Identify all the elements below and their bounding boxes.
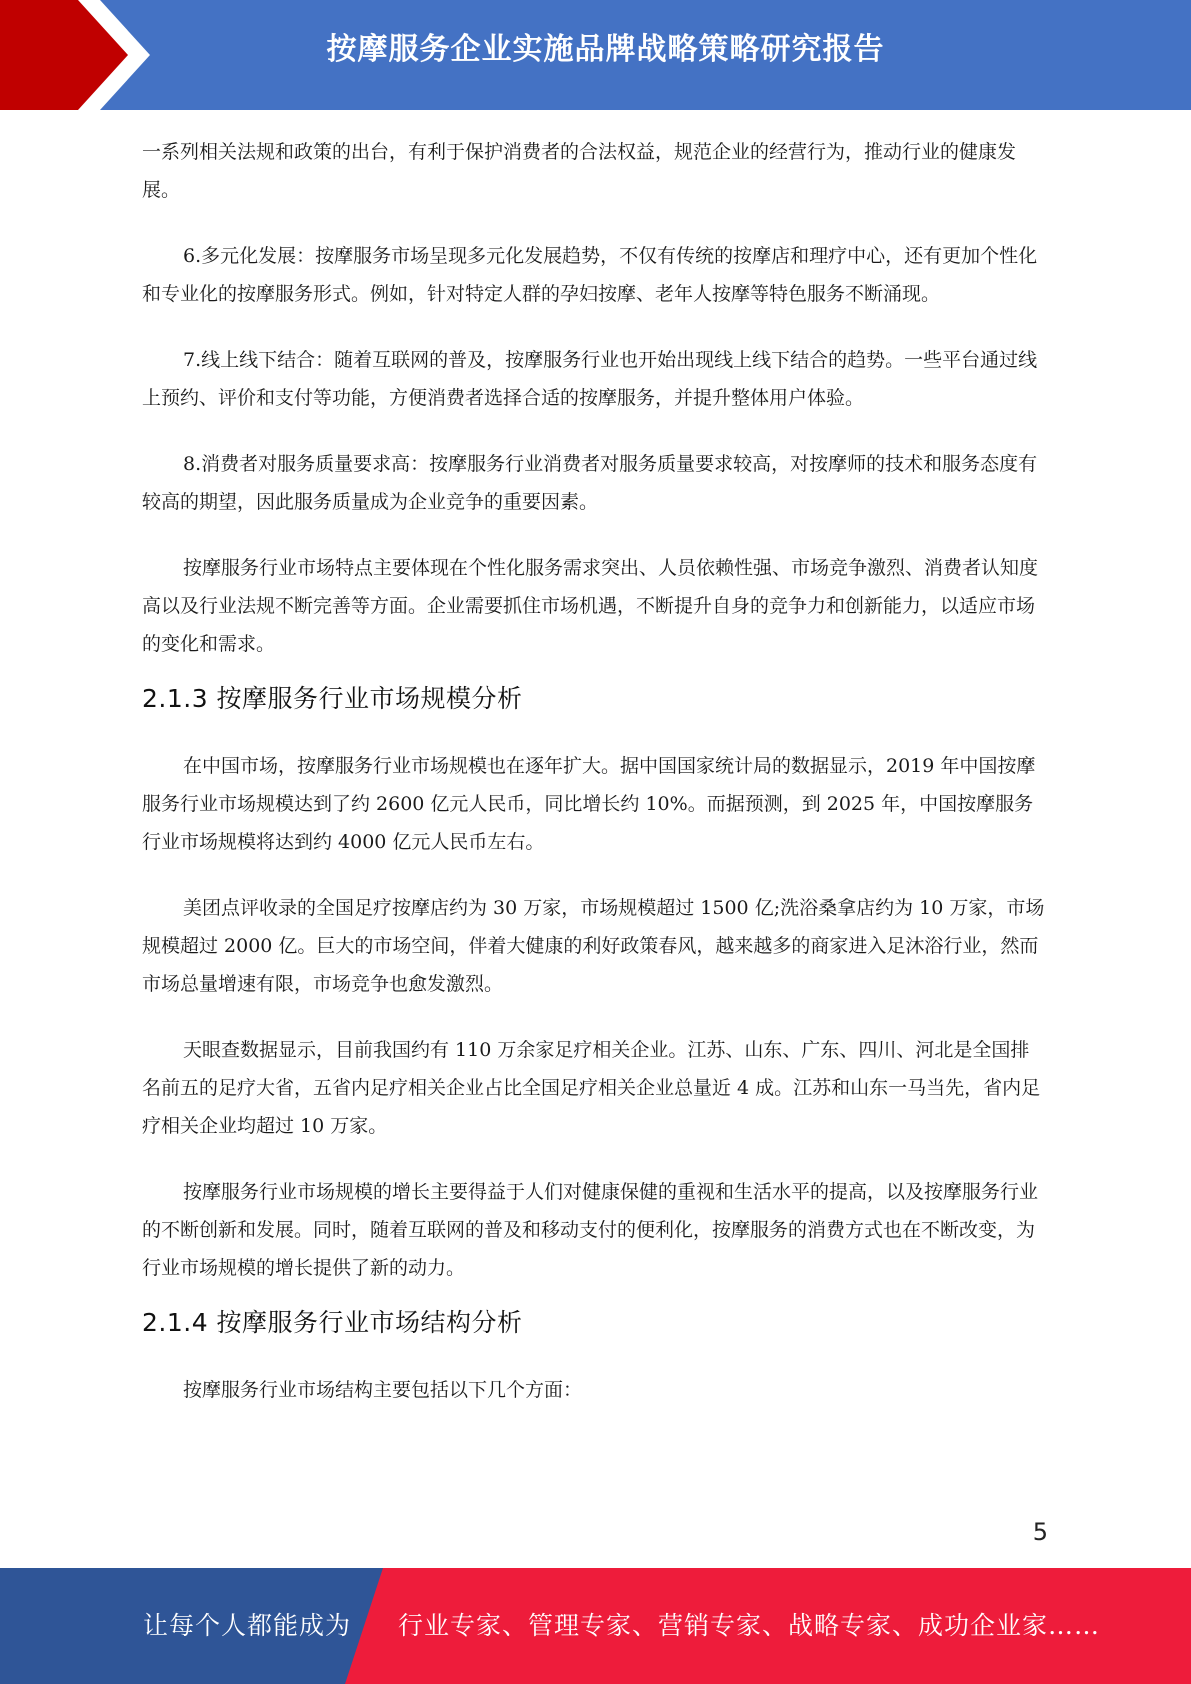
page-footer	[0, 1568, 1191, 1684]
paragraph: 7.线上线下结合：随着互联网的普及，按摩服务行业也开始出现线上线下结合的趋势。一些平台通过线上预约、评价和支付等功能，方便消费者选择合适的按摩服务，并提升整体用户体验。	[142, 349, 1038, 409]
page-number: 5	[1032, 1518, 1048, 1546]
paragraph: 按摩服务行业市场规模的增长主要得益于人们对健康保健的重视和生活水平的提高，以及按摩服务行业的不断创新和发展。同时，随着互联网的普及和移动支付的便利化，按摩服务的消费方式也在不断改变，为行业市场规模的增长提供了新的动力。	[142, 1181, 1039, 1279]
paragraph: 一系列相关法规和政策的出台，有利于保护消费者的合法权益，规范企业的经营行为，推动行业的健康发展。	[142, 141, 1017, 201]
paragraph: 8.消费者对服务质量要求高：按摩服务行业消费者对服务质量要求较高，对按摩师的技术和服务态度有较高的期望，因此服务质量成为企业竞争的重要因素。	[142, 453, 1038, 513]
document-body	[142, 133, 1047, 1409]
paragraph: 6.多元化发展：按摩服务市场呈现多元化发展趋势，不仅有传统的按摩店和理疗中心，还有更加个性化和专业化的按摩服务形式。例如，针对特定人群的孕妇按摩、老年人按摩等特色服务不断涌现。	[142, 245, 1038, 305]
section-heading: 2.1.3 按摩服务行业市场规模分析	[142, 684, 523, 713]
footer-slogan-left: 让每个人都能成为	[143, 1611, 352, 1640]
footer-slogan-right: 行业专家、管理专家、营销专家、战略专家、成功企业家……	[398, 1611, 1101, 1640]
paragraph: 在中国市场，按摩服务行业市场规模也在逐年扩大。据中国国家统计局的数据显示，2019 年中国按摩服务行业市场规模达到了约 2600 亿元人民币，同比增长约 10%。而据预测，到 2025 年，中国按摩服务行业市场规模将达到约 4000 亿元人民币左右。	[142, 755, 1036, 853]
paragraph: 美团点评收录的全国足疗按摩店约为 30 万家，市场规模超过 1500 亿;洗浴桑拿店约为 10 万家，市场规模超过 2000 亿。巨大的市场空间，伴着大健康的利好政策春风，越来越多的商家进入足沐浴行业，然而市场总量增速有限，市场竞争也愈发激烈。	[142, 897, 1045, 995]
section-heading: 2.1.4 按摩服务行业市场结构分析	[142, 1308, 523, 1337]
paragraph: 天眼查数据显示，目前我国约有 110 万余家足疗相关企业。江苏、山东、广东、四川、河北是全国排名前五的足疗大省，五省内足疗相关企业占比全国足疗相关企业总量近 4 成。江苏和山东一马当先，省内足疗相关企业均超过 10 万家。	[142, 1039, 1041, 1137]
paragraph: 按摩服务行业市场特点主要体现在个性化服务需求突出、人员依赖性强、市场竞争激烈、消费者认知度高以及行业法规不断完善等方面。企业需要抓住市场机遇，不断提升自身的竞争力和创新能力，以适应市场的变化和需求。	[142, 557, 1039, 655]
paragraph: 按摩服务行业市场结构主要包括以下几个方面：	[183, 1379, 583, 1401]
document-title: 按摩服务企业实施品牌战略策略研究报告	[326, 32, 885, 67]
page-header	[0, 0, 1191, 110]
